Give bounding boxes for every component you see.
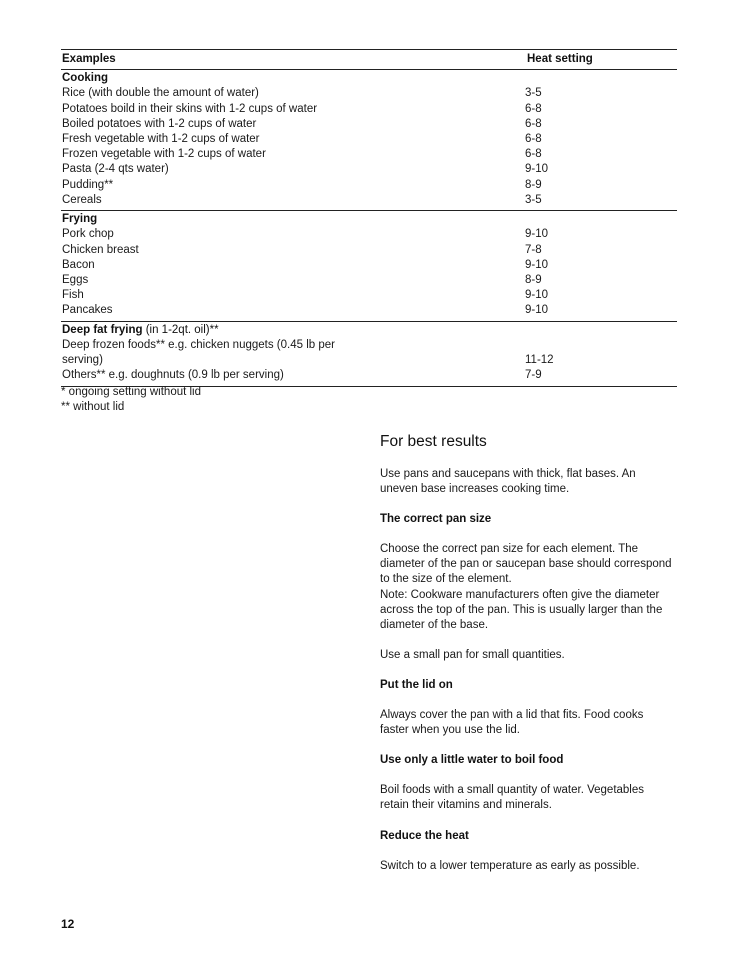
best-results-section [380,432,672,874]
heat-cell: 9-10 [525,163,549,176]
table-row [61,178,677,193]
heat-cell: 7-9 [525,369,542,382]
table-header [61,49,677,70]
table-section [61,70,677,211]
example-cell: Cereals [62,193,102,206]
heat-cell: 6-8 [525,148,542,161]
subsection-heading: The correct pan size [380,513,492,526]
table-row [61,117,677,132]
heat-cell: 7-8 [525,243,542,256]
section-note: (in 1-2qt. oil)** [142,323,219,336]
heat-cell: 9-10 [525,304,549,317]
examples-column-header: Examples [62,53,116,65]
example-cell: Potatoes boild in their skins with 1-2 cups of water [62,102,318,115]
subsection-paragraph: Boil foods with a small quantity of water. Vegetables retain their vitamins and minerals. [380,784,645,812]
footnote: ** without lid [61,401,125,414]
table-sections [61,70,677,387]
table-row [61,193,677,208]
heat-cell: 9-10 [525,258,549,271]
heat-cell: 6-8 [525,102,542,115]
section-title [61,71,677,86]
heat-cell: 8-9 [525,274,542,287]
heat-cell: 3-5 [525,193,542,206]
table-row [61,132,677,147]
heat-column-header: Heat setting [527,53,593,65]
table-row [61,147,677,162]
table-row [61,273,677,288]
heat-cell: 11-12 [525,354,554,367]
example-cell: Eggs [62,274,89,287]
heat-cell: 8-9 [525,178,542,191]
heat-cell: 9-10 [525,228,549,241]
table-section [61,322,677,387]
subsection-heading: Put the lid on [380,678,453,691]
subsection-paragraph: Switch to a lower temperature as early as possible. [380,859,640,872]
subsection-paragraph: Always cover the pan with a lid that fits. Food cooks faster when you use the lid. [380,709,644,737]
example-cell: Pudding** [62,178,114,191]
section-title-text: Cooking [62,72,108,84]
heat-setting-table [61,49,677,387]
example-cell: Frozen vegetable with 1-2 cups of water [62,148,266,161]
heat-cell: 9-10 [525,289,549,302]
table-row [61,227,677,242]
example-cell: Pork chop [62,228,114,241]
table-row [61,338,677,368]
subsection-heading: Use only a little water to boil food [380,754,564,767]
best-results-intro: Use pans and saucepans with thick, flat bases. An uneven base increases cooking time. [380,468,636,496]
page-number: 12 [61,917,75,931]
example-cell: Fish [62,289,84,302]
table-row [61,86,677,101]
table-row [61,102,677,117]
footnotes [61,385,201,415]
example-cell: Pancakes [62,304,113,317]
table-section [61,211,677,322]
example-cell: Deep frozen foods** e.g. chicken nuggets (0.45 lb per serving) [62,339,335,367]
table-row [61,243,677,258]
example-cell: Fresh vegetable with 1-2 cups of water [62,133,260,146]
heat-cell: 6-8 [525,133,542,146]
section-title [61,323,677,338]
footnote: * ongoing setting without lid [61,386,202,398]
example-cell: Pasta (2-4 qts water) [62,163,169,176]
subsection-heading: Reduce the heat [380,829,469,842]
best-results-subsections [380,497,672,874]
section-title-text: Frying [62,213,98,226]
table-row [61,368,677,383]
table-row [61,258,677,273]
section-title-text: Deep fat frying [62,323,143,336]
table-row [61,303,677,318]
table-row [61,162,677,177]
subsection-paragraph: Use a small pan for small quantities. [380,648,565,661]
example-cell: Chicken breast [62,243,139,256]
heat-cell: 6-8 [525,117,542,130]
example-cell: Others** e.g. doughnuts (0.9 lb per serving) [62,369,284,382]
subsection-paragraph: Choose the correct pan size for each element. The diameter of the pan or saucepan base should correspond to the size of the element. Note: Cookware manufacturers often give the diameter across the top of the pan. This is usually larger than the diameter of the base. [380,543,672,631]
example-cell: Boiled potatoes with 1-2 cups of water [62,117,257,130]
heat-cell: 3-5 [525,87,542,100]
table-row [61,288,677,303]
example-cell: Rice (with double the amount of water) [62,87,259,100]
best-results-title: For best results [380,433,487,450]
section-title [61,212,677,227]
example-cell: Bacon [62,258,95,271]
